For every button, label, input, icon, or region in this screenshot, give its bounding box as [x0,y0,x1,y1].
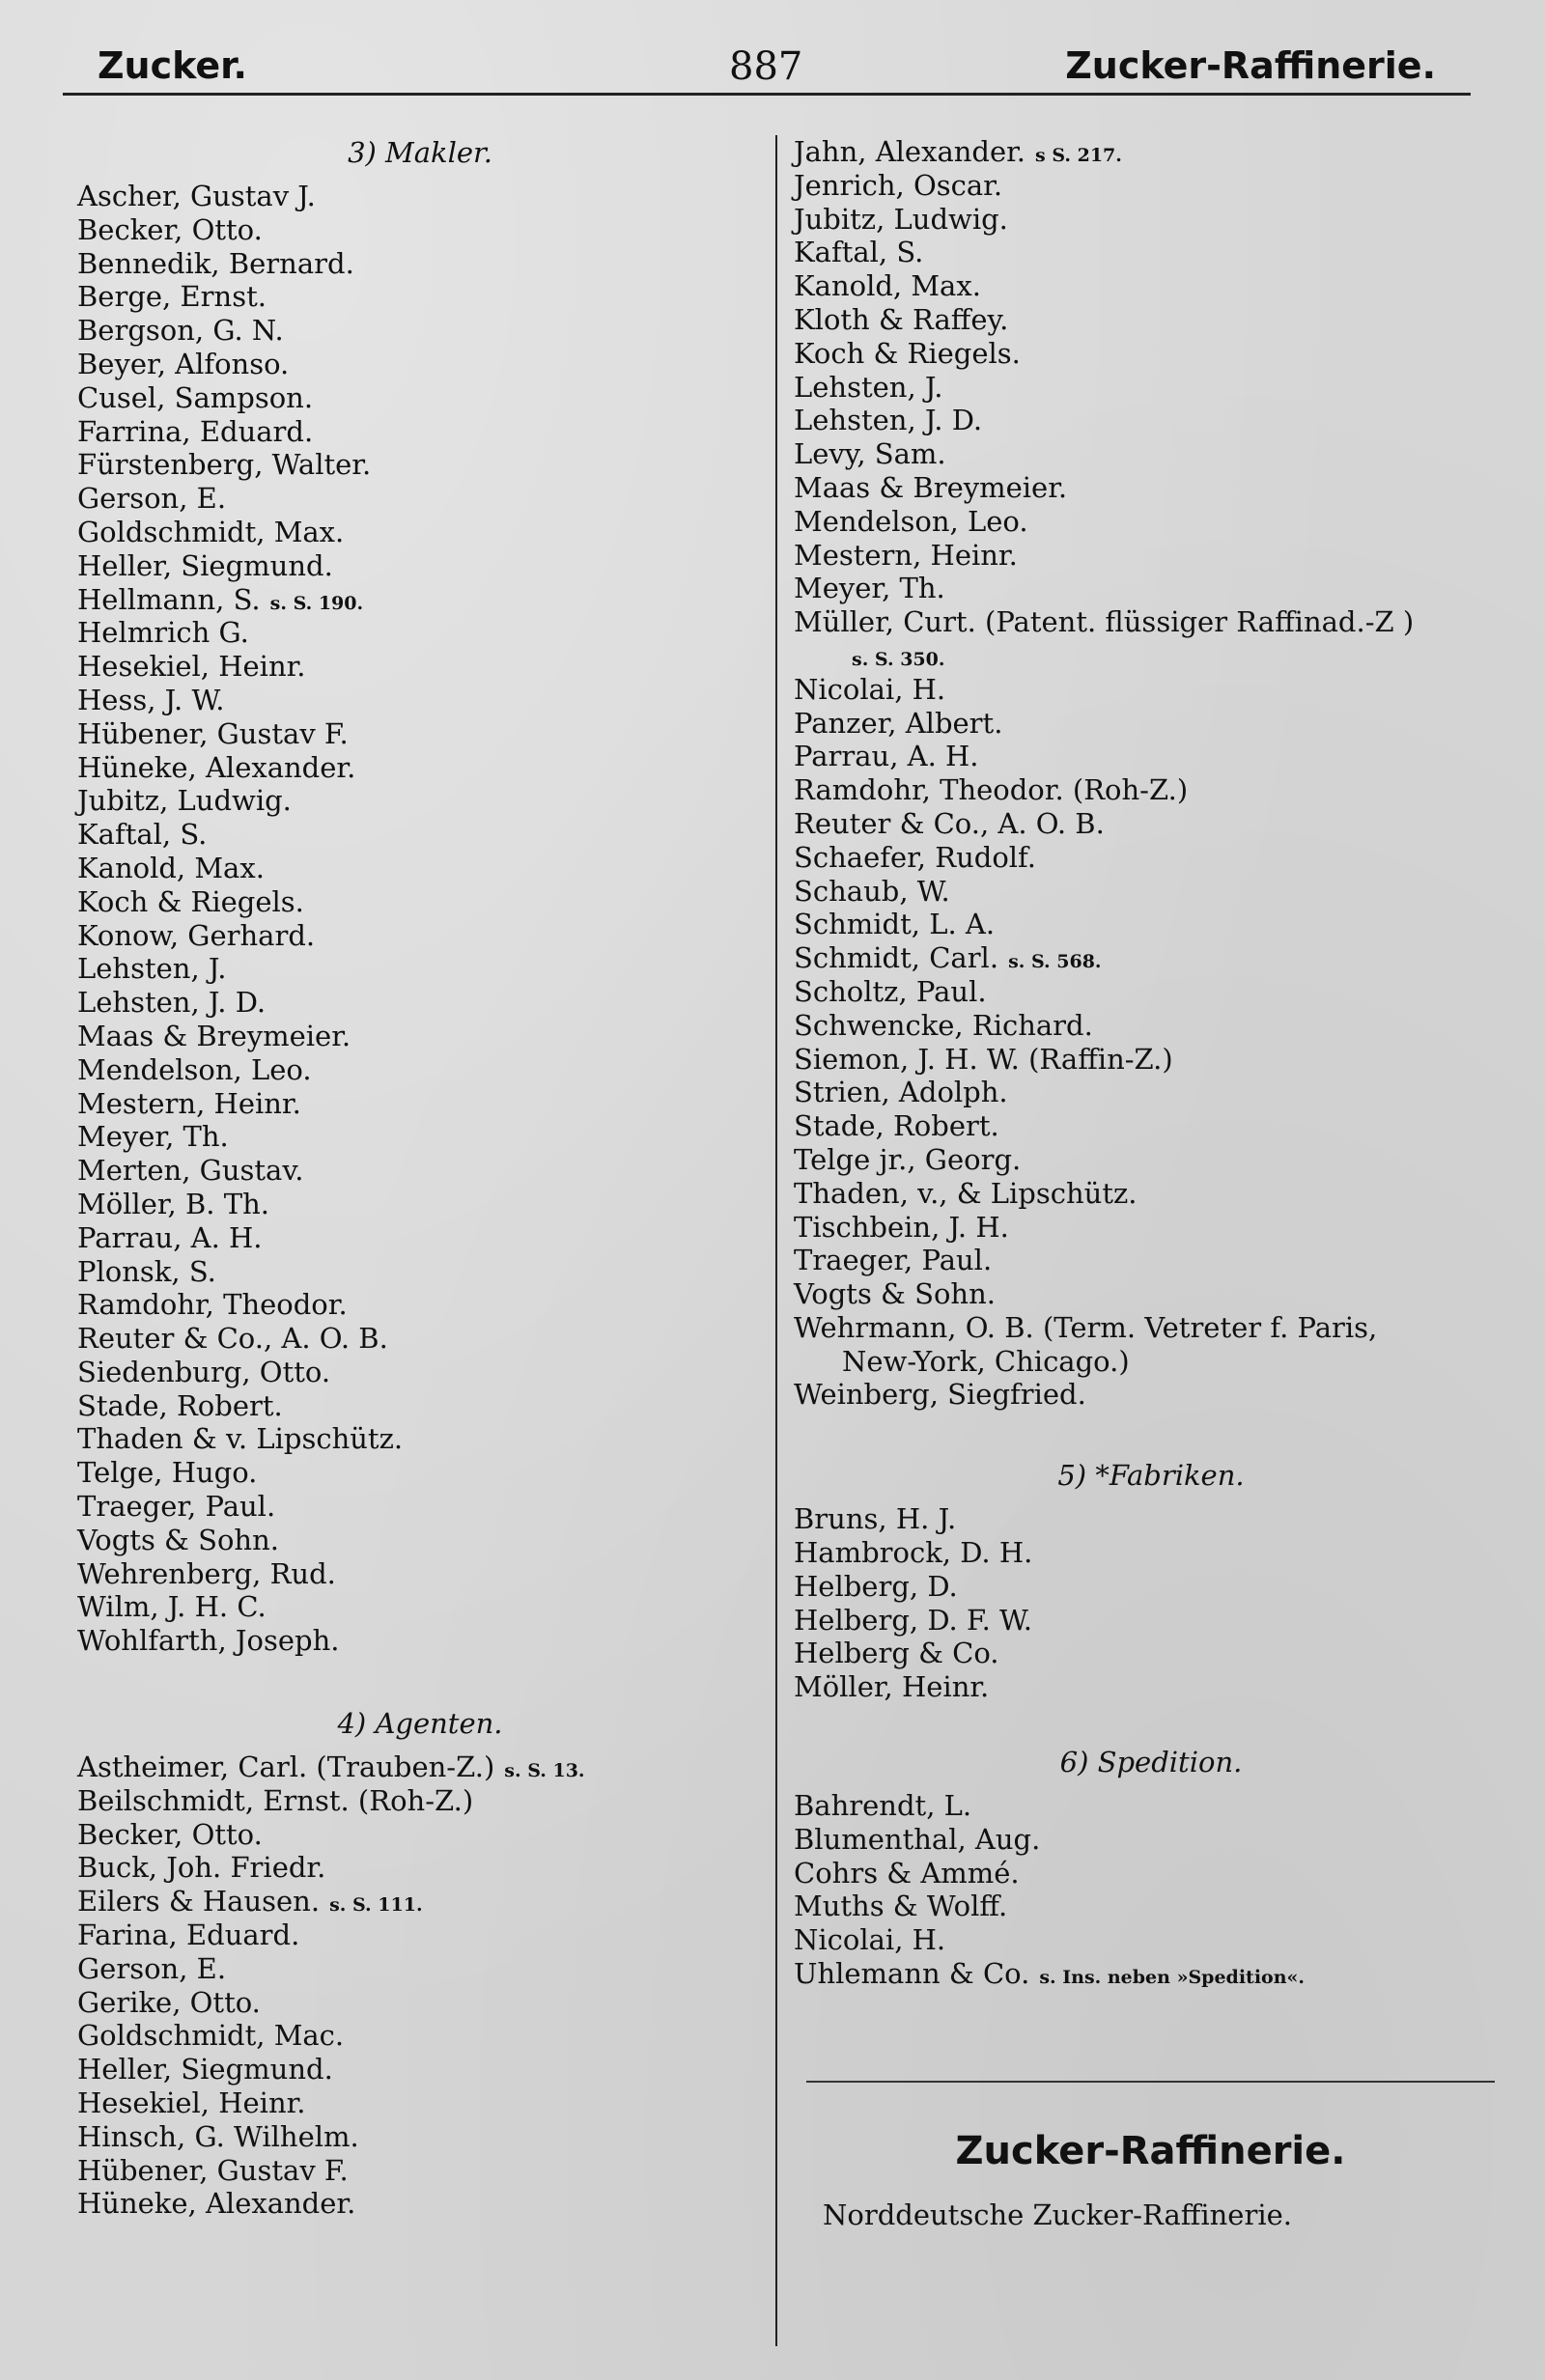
entry-name: Eilers & Hausen. [77,1885,321,1918]
directory-entry [794,203,1508,237]
entry-name: Gerson, E. [77,482,227,516]
entry-name: Hambrock, D. H. [794,1536,1033,1570]
entry-page-reference: s. S. 568. [1008,951,1102,973]
directory-entry [77,1490,763,1524]
directory-entry [77,1221,763,1255]
directory-entry [77,1120,763,1154]
directory-entry [794,1570,1508,1604]
entry-name: Hinsch, G. Wilhelm. [77,2119,359,2153]
directory-entry [794,807,1508,841]
entry-page-reference: s. S. 190. [269,592,364,614]
directory-entry [77,448,763,482]
entry-name: Hüneke, Alexander. [77,750,356,784]
directory-entry [77,280,763,314]
entry-name: Plonsk, S. [77,1254,216,1288]
directory-entry [794,1277,1508,1311]
entry-name: Schwencke, Richard. [794,1008,1093,1042]
entry-name: Heller, Siegmund. [77,2053,333,2086]
entry-name: Schaub, W. [794,874,950,908]
entry-name: Koch & Riegels. [77,884,304,918]
directory-entry [77,784,763,818]
directory-entry [77,1288,763,1322]
entry-name: Müller, Curt. (Patent. flüssiger Raffinad.-Z ) [794,605,1415,639]
entry-name: Bergson, G. N. [77,314,284,348]
entry-name: Siedenburg, Otto. [77,1355,331,1388]
entry-name: Maas & Breymeier. [77,1019,351,1052]
directory-entry [77,1456,763,1490]
entry-name: Blumenthal, Aug. [794,1822,1041,1856]
directory-entry [794,1211,1508,1245]
directory-entry [77,751,763,785]
directory-entry [77,986,763,1020]
directory-entry [77,1624,763,1658]
entry-name: Vogts & Sohn. [794,1277,996,1311]
directory-entry [77,381,763,415]
directory-entry [794,303,1508,337]
directory-entry [77,1020,763,1053]
entry-name: Gerike, Otto. [77,1985,261,2019]
column-divider [775,135,777,2346]
entry-name: Lehsten, J. D. [77,986,267,1020]
directory-entry [77,1356,763,1389]
directory-entry [77,549,763,583]
directory-entry [77,213,763,247]
directory-entry [77,482,763,516]
entry-name: Telge, Hugo. [77,1456,258,1490]
section-spacer [794,1704,1508,1745]
directory-entry [77,952,763,986]
entry-name: Thaden & v. Lipschütz. [77,1422,404,1456]
entry-name: Meyer, Th. [77,1120,229,1154]
directory-entry [794,169,1508,203]
entry-name: Lehsten, J. [794,370,943,404]
directory-entry [794,1378,1508,1412]
page-header [63,39,1471,96]
entry-name: Heller, Siegmund. [77,548,333,582]
entry-name: Beilschmidt, Ernst. (Roh-Z.) [77,1783,474,1817]
directory-entry [794,236,1508,269]
directory-entry [794,471,1508,505]
entry-name: Ramdohr, Theodor. [77,1288,348,1322]
entry-name: Mendelson, Leo. [77,1052,312,1086]
section-title: 3) Makler. [348,136,492,169]
entry-name: Goldschmidt, Max. [77,515,345,548]
directory-entry [77,1918,763,1952]
entry-name: Kanold, Max. [77,851,265,884]
directory-entry [794,539,1508,573]
entry-name: Helberg, D. F. W. [794,1603,1032,1637]
entry-name: Traeger, Paul. [77,1490,276,1524]
entry-page-reference: s. Ins. neben »Spedition«. [1039,1967,1306,1989]
directory-entry [794,605,1508,639]
directory-entry [77,919,763,953]
entry-name: Jahn, Alexander. [794,135,1026,168]
entry-name: Lehsten, J. D. [794,404,983,437]
entry-name: Schaefer, Rudolf. [794,840,1036,874]
entry-name: Hesekiel, Heinr. [77,2086,306,2120]
directory-entry [794,1604,1508,1638]
entry-name: Reuter & Co., A. O. B. [794,806,1105,840]
footer-section-entry: Norddeutsche Zucker-Raffinerie. [823,2198,1292,2231]
entry-name: Helberg, D. [794,1569,958,1603]
directory-entry [77,650,763,684]
entry-name: Bruns, H. J. [794,1502,957,1536]
directory-entry [794,941,1508,975]
footer-section-title: Zucker-Raffinerie. [955,2129,1346,2173]
directory-entry [77,2019,763,2053]
entry-name: Parrau, A. H. [77,1220,263,1254]
directory-entry [77,2187,763,2221]
directory-entry [77,1188,763,1221]
entry-page-reference: s. S. 350. [852,648,945,670]
section-spacer [794,1412,1508,1458]
entry-name: Becker, Otto. [77,212,263,246]
entry-name: Strien, Adolph. [794,1076,1008,1109]
entry-name: Vogts & Sohn. [77,1523,279,1556]
directory-entry [794,1536,1508,1570]
directory-entry [794,1109,1508,1143]
entry-page-reference: s. S. 13. [504,1760,585,1782]
directory-entry [794,1502,1508,1536]
entry-name: Uhlemann & Co. [794,1957,1030,1991]
directory-entry [77,1322,763,1356]
directory-entry [77,1389,763,1423]
directory-entry [794,135,1508,169]
directory-entry [77,1952,763,1986]
entry-name: Stade, Robert. [794,1109,999,1143]
page-number: 887 [729,44,803,89]
directory-entry [77,1557,763,1591]
directory-entry [794,639,1508,673]
entry-page-reference: s S. 217. [1035,145,1122,166]
entry-name: Becker, Otto. [77,1817,263,1851]
directory-entry [77,616,763,650]
header-left-title: Zucker. [98,44,247,87]
entry-name: Traeger, Paul. [794,1244,993,1277]
directory-entry [794,1177,1508,1211]
directory-entry [794,1789,1508,1823]
entry-name: Wehrenberg, Rud. [77,1556,336,1590]
directory-entry [77,1422,763,1456]
entry-name: Kaftal, S. [794,236,924,269]
entry-name: Helmrich G. [77,616,249,650]
entry-name: Wohlfarth, Joseph. [77,1624,340,1658]
directory-entry [794,1857,1508,1890]
directory-entry [794,673,1508,707]
entry-name: Berge, Ernst. [77,280,267,314]
directory-entry [794,269,1508,303]
directory-entry [77,1885,763,1918]
directory-entry [794,572,1508,605]
directory-entry [77,852,763,885]
entry-name: Mestern, Heinr. [794,538,1018,572]
left-column [77,135,763,2221]
entry-name: Merten, Gustav. [77,1154,304,1188]
directory-entry [77,583,763,617]
directory-entry [794,1637,1508,1670]
entry-name: Hübener, Gustav F. [77,716,349,750]
directory-entry [794,1890,1508,1923]
entry-name: Hüneke, Alexander. [77,2187,356,2221]
entry-name: Panzer, Albert. [794,706,1003,740]
entry-name: Cusel, Sampson. [77,380,314,414]
entry-name: Nicolai, H. [794,672,946,706]
entry-name: Farina, Eduard. [77,1918,300,1952]
directory-entry [794,1244,1508,1277]
entry-name: Buck, Joh. Friedr. [77,1851,326,1885]
directory-entry [794,841,1508,875]
directory-entry [794,975,1508,1009]
entry-name: Maas & Breymeier. [794,470,1068,504]
entry-name: Muths & Wolff. [794,1890,1008,1923]
entry-name: Parrau, A. H. [794,740,979,773]
entry-name: Schmidt, L. A. [794,908,996,941]
directory-entry [794,1957,1508,1991]
directory-entry [77,717,763,751]
directory-entry [77,1986,763,2020]
directory-entry [77,314,763,348]
directory-entry [77,180,763,213]
entry-name: Schmidt, Carl. [794,941,999,975]
entry-name: Hess, J. W. [77,683,225,716]
entry-name: Astheimer, Carl. (Trauben-Z.) [77,1750,495,1784]
entry-name: Gerson, E. [77,1951,227,1985]
entry-name: Hübener, Gustav F. [77,2153,349,2187]
directory-entry [794,1143,1508,1177]
entry-name: Jubitz, Ludwig. [77,784,292,818]
directory-entry [77,1255,763,1289]
directory-entry [794,1823,1508,1857]
header-right-title: Zucker-Raffinerie. [1065,44,1436,87]
entry-name: Meyer, Th. [794,572,945,605]
directory-entry [77,818,763,852]
directory-entry [794,875,1508,909]
directory-entry [794,707,1508,741]
entry-name: Reuter & Co., A. O. B. [77,1322,388,1356]
directory-entry [794,908,1508,941]
section-title: 5) *Fabriken. [1057,1459,1245,1493]
entry-name: Levy, Sam. [794,437,946,471]
entry-name: Koch & Riegels. [794,336,1021,370]
directory-entry [794,773,1508,807]
section-title: 6) Spedition. [1059,1746,1243,1779]
directory-entry [794,437,1508,471]
entry-name: Lehsten, J. [77,952,227,986]
directory-entry [77,2053,763,2086]
entry-name: Wehrmann, O. B. (Term. Vetreter f. Paris, [794,1310,1378,1344]
directory-entry [77,415,763,449]
directory-entry [77,1154,763,1188]
directory-entry [794,1043,1508,1077]
directory-entry [794,337,1508,371]
directory-entry [77,1524,763,1557]
entry-name: Wilm, J. H. C. [77,1590,267,1624]
directory-entry [77,1851,763,1885]
entry-name: Ramdohr, Theodor. (Roh-Z.) [794,773,1189,807]
entry-name: Thaden, v., & Lipschütz. [794,1176,1138,1210]
entry-name: Telge jr., Georg. [794,1142,1022,1176]
entry-name: Nicolai, H. [794,1923,946,1957]
directory-entry [794,1670,1508,1704]
entry-name: Jubitz, Ludwig. [794,202,1008,236]
entry-name: Cohrs & Ammé. [794,1856,1020,1890]
directory-entry [77,684,763,717]
directory-entry [794,371,1508,405]
directory-entry [77,1818,763,1852]
directory-entry [77,247,763,281]
entry-name: Fürstenberg, Walter. [77,448,372,482]
entry-name: New-York, Chicago.) [842,1344,1130,1378]
entry-name: Mendelson, Leo. [794,504,1028,538]
entry-name: Scholtz, Paul. [794,974,987,1008]
directory-entry [77,1590,763,1624]
directory-entry [77,885,763,919]
entry-name: Farrina, Eduard. [77,414,314,448]
entry-name: Weinberg, Siegfried. [794,1378,1086,1412]
entry-name: Jenrich, Oscar. [794,168,1003,202]
entry-name: Möller, B. Th. [77,1187,269,1220]
entry-name: Kanold, Max. [794,269,981,303]
entry-name: Hellmann, S. [77,582,261,616]
entry-name: Ascher, Gustav J. [77,180,316,212]
entry-name: Goldschmidt, Mac. [77,2019,345,2053]
entry-name: Siemon, J. H. W. (Raffin-Z.) [794,1042,1173,1076]
entry-name: Kaftal, S. [77,818,208,852]
directory-entry [77,2154,763,2188]
directory-entry [794,1345,1508,1379]
entry-name: Beyer, Alfonso. [77,347,290,380]
directory-entry [77,1784,763,1818]
directory-entry [77,516,763,549]
directory-entry [794,1923,1508,1957]
entry-name: Helberg & Co. [794,1637,999,1670]
directory-entry [794,404,1508,437]
entry-name: Kloth & Raffey. [794,302,1009,336]
directory-entry [794,1076,1508,1109]
section-spacer [77,1658,763,1706]
entry-name: Bahrendt, L. [794,1789,972,1823]
directory-entry [794,740,1508,773]
directory-entry [77,2086,763,2120]
directory-entry [77,1053,763,1087]
right-column [794,135,1508,1991]
entry-name: Tischbein, J. H. [794,1210,1009,1244]
directory-entry [794,1311,1508,1345]
entry-name: Hesekiel, Heinr. [77,650,306,684]
entry-page-reference: s. S. 111. [329,1894,423,1917]
section-title: 4) Agenten. [337,1707,503,1741]
section-rule [806,2081,1495,2083]
entry-name: Bennedik, Bernard. [77,246,354,280]
entry-name: Möller, Heinr. [794,1670,990,1704]
directory-entry [794,505,1508,539]
entry-name: Konow, Gerhard. [77,918,316,952]
directory-entry [794,1009,1508,1043]
directory-entry [77,348,763,381]
directory-entry [77,1750,763,1784]
entry-name: Stade, Robert. [77,1388,283,1422]
directory-entry [77,1087,763,1121]
directory-entry [77,2120,763,2154]
entry-name: Mestern, Heinr. [77,1086,301,1120]
